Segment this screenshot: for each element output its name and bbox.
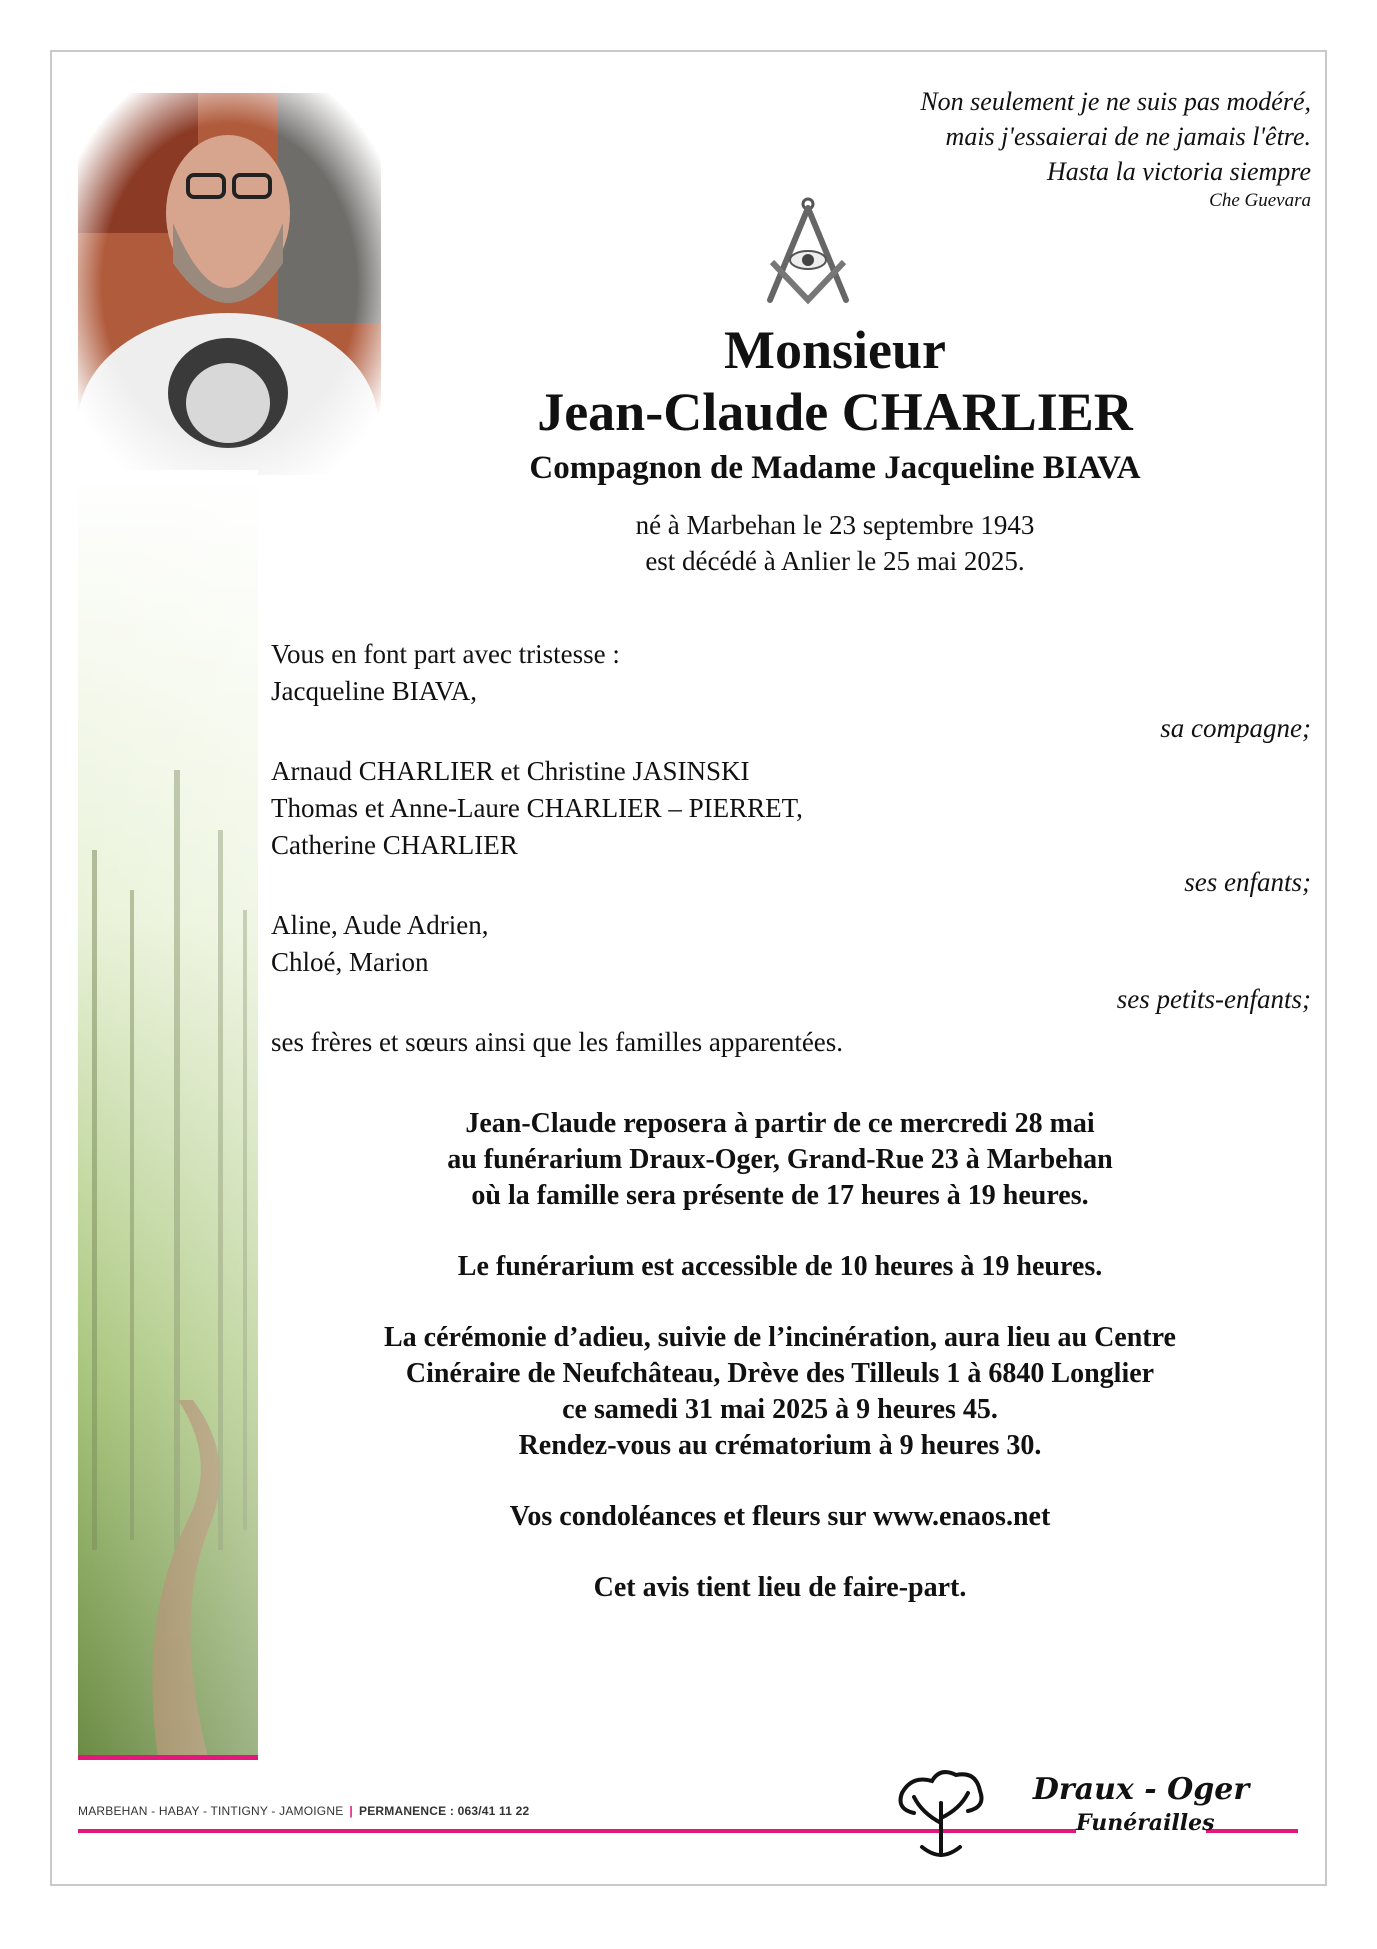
family-name: Jacqueline BIAVA, — [271, 676, 477, 706]
footer-contact — [78, 1804, 529, 1818]
info-line: Rendez-vous au crématorium à 9 heures 30. — [518, 1430, 1042, 1461]
info-line: où la famille sera présente de 17 heures à 19 heures. — [471, 1180, 1089, 1211]
family-name: Thomas et Anne-Laure CHARLIER – PIERRET, — [271, 793, 803, 823]
family-name: Arnaud CHARLIER et Christine JASINSKI — [271, 756, 750, 786]
info-line: La cérémonie d’adieu, suivie de l’incinération, aura lieu au Centre — [384, 1322, 1176, 1353]
quote-line: mais j'essaierai de ne jamais l'être. — [945, 122, 1311, 151]
family-name: Catherine CHARLIER — [271, 830, 518, 860]
family-name: Aline, Aude Adrien, — [271, 910, 489, 940]
logo-brand: Draux - Oger — [1032, 1772, 1250, 1807]
tree-logo-icon — [892, 1763, 990, 1859]
hours-paragraph — [271, 1249, 1289, 1285]
birth-death-info — [381, 507, 1289, 579]
info-line: Cinéraire de Neufchâteau, Drève des Tilleuls 1 à 6840 Longlier — [405, 1358, 1155, 1389]
death-line: est décédé à Anlier le 25 mai 2025. — [645, 546, 1025, 576]
title: Monsieur — [724, 320, 946, 380]
info-line: au funérarium Draux-Oger, Grand-Rue 23 à Marbehan — [447, 1144, 1113, 1175]
family-relation: ses enfants; — [1184, 867, 1311, 897]
companion-line: Compagnon de Madame Jacqueline BIAVA — [529, 450, 1141, 486]
quote-line: Non seulement je ne suis pas modéré, — [920, 87, 1311, 116]
forest-path-image — [78, 470, 258, 1757]
funeral-info — [271, 1106, 1289, 1641]
footer-separator: | — [349, 1804, 353, 1818]
deceased-name: Jean-Claude CHARLIER — [537, 382, 1133, 442]
company-logo — [1026, 1772, 1256, 1836]
family-list — [271, 636, 1311, 1061]
info-line: Jean-Claude reposera à partir de ce mercredi 28 mai — [465, 1108, 1095, 1139]
square-compass-eye-icon — [758, 196, 858, 310]
family-intro: Vous en font part avec tristesse : — [271, 639, 620, 669]
accent-bar — [78, 1755, 258, 1760]
footer-locations: MARBEHAN - HABAY - TINTIGNY - JAMOIGNE — [78, 1804, 344, 1818]
family-closing: ses frères et sœurs ainsi que les familles apparentées. — [271, 1027, 844, 1057]
info-line: ce samedi 31 mai 2025 à 9 heures 45. — [562, 1394, 998, 1425]
family-relation: sa compagne; — [1160, 713, 1311, 743]
ceremony-paragraph — [271, 1320, 1289, 1464]
portrait-photo — [78, 93, 381, 475]
footer-permanence: PERMANENCE : 063/41 11 22 — [358, 1804, 530, 1818]
family-name: Chloé, Marion — [271, 947, 429, 977]
logo-subtitle: Funérailles — [1076, 1810, 1215, 1836]
birth-line: né à Marbehan le 23 septembre 1943 — [635, 510, 1035, 540]
notice-paragraph — [271, 1570, 1289, 1606]
epigraph-quote — [711, 84, 1311, 213]
family-relation: ses petits-enfants; — [1116, 984, 1311, 1014]
visitation-paragraph — [271, 1106, 1289, 1214]
info-line: Le funérarium est accessible de 10 heures à 19 heures. — [457, 1251, 1103, 1282]
condolences-paragraph — [271, 1499, 1289, 1535]
info-line: Vos condoléances et fleurs sur www.enaos.net — [509, 1501, 1051, 1532]
info-line: Cet avis tient lieu de faire-part. — [593, 1572, 967, 1603]
quote-line: Hasta la victoria siempre — [1046, 157, 1311, 186]
quote-author: Che Guevara — [1209, 190, 1311, 211]
